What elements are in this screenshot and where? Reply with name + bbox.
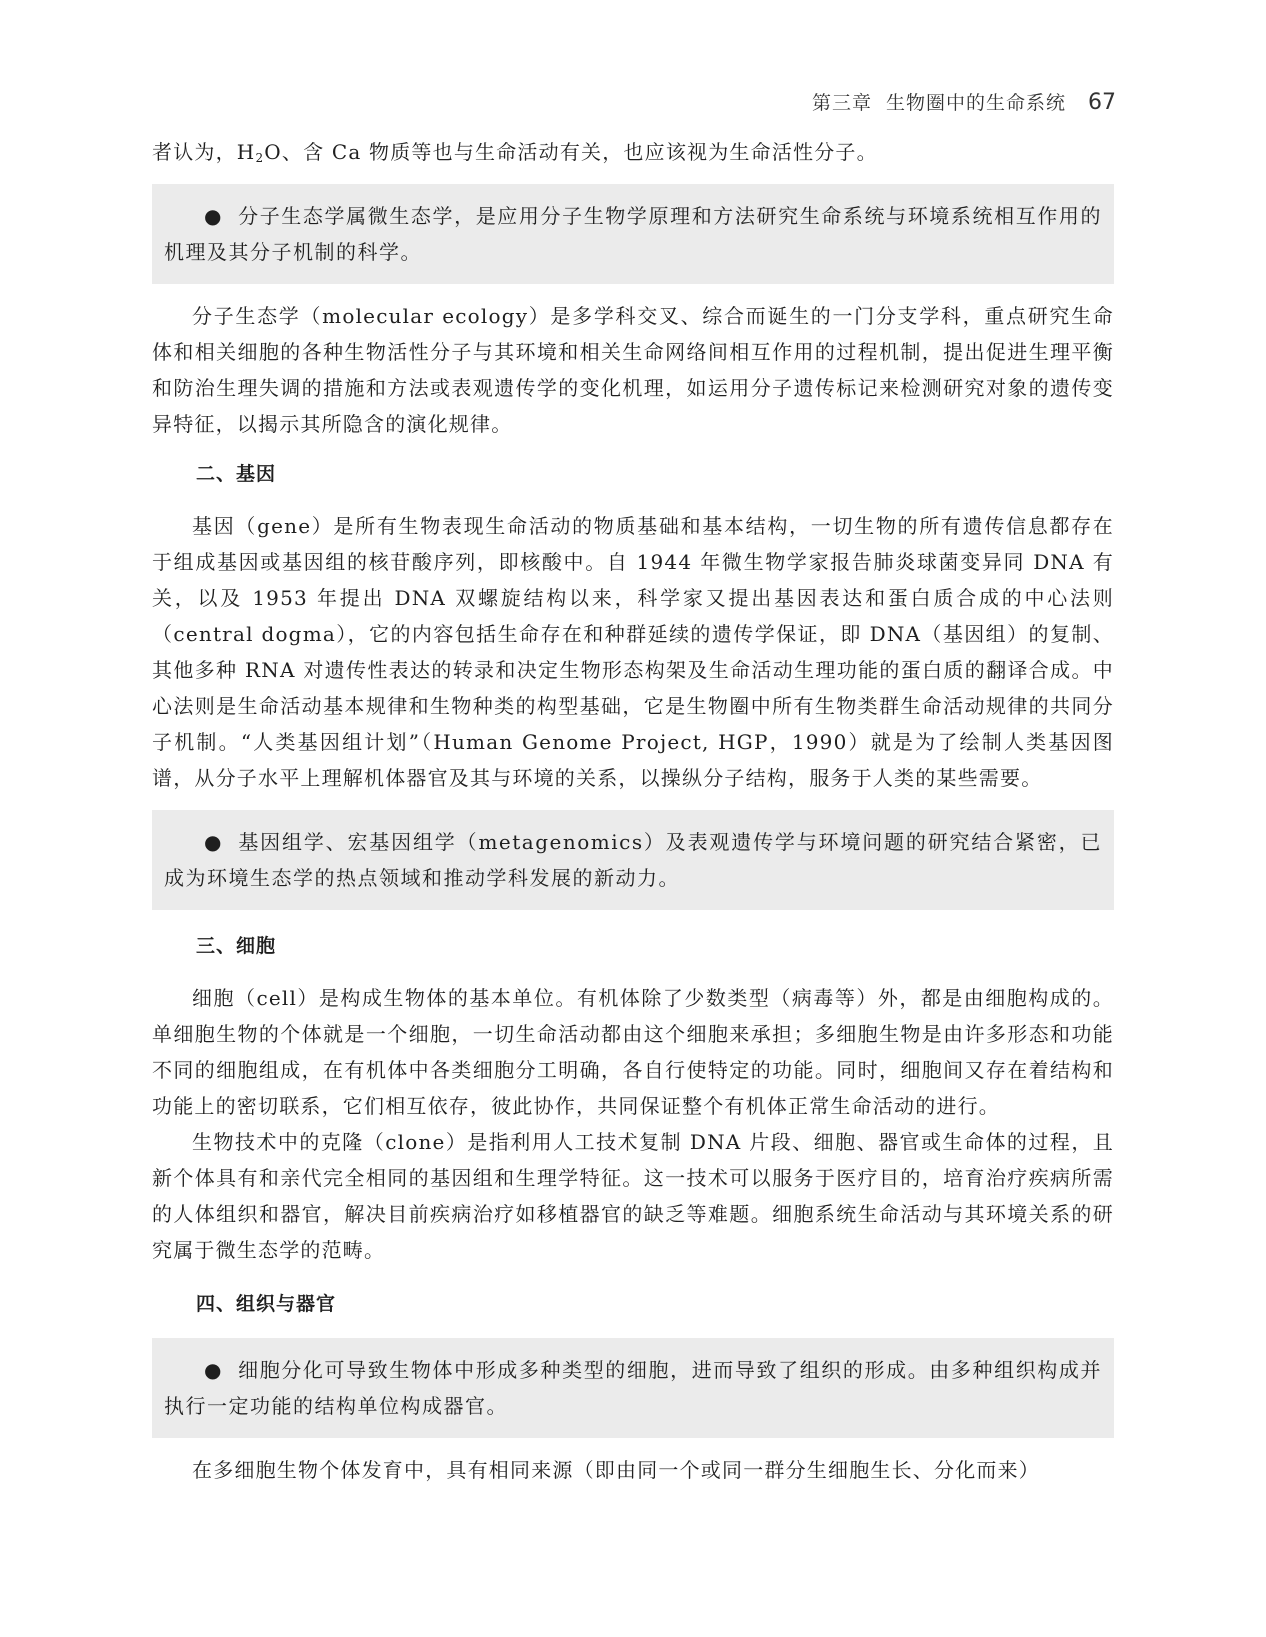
paragraph-molecular-ecology: 分子生态学（molecular ecology）是多学科交叉、综合而诞生的一门分支学科，重点研究生命体和相关细胞的各种生物活性分子与其环境和相关生命网络间相互作用的过程机制，提出促进生理平衡和防治生理失调的措施和方法或表观遗传学的变化机理，如运用分子遗传标记来检测研究对象的遗传变异特征，以揭示其所隐含的演化规律。 xyxy=(152,304,1114,436)
bullet-icon: ● xyxy=(204,1358,223,1382)
page-number: 67 xyxy=(1088,90,1116,115)
section-heading-tissue-organ: 四、组织与器官 xyxy=(196,1293,337,1315)
running-header xyxy=(812,88,1116,115)
bullet-icon: ● xyxy=(204,830,223,854)
paragraph-continued: 者认为，$H_2O$、含 Ca 物质等也与生命活动有关，也应该视为生命活性分子。 xyxy=(152,140,878,165)
section-heading-cell: 三、细胞 xyxy=(196,935,277,957)
paragraph-cell: 细胞（cell）是构成生物体的基本单位。有机体除了少数类型（病毒等）外，都是由细胞构成的。单细胞生物的个体就是一个细胞，一切生命活动都由这个细胞来承担；多细胞生物是由许多形态和功能不同的细胞组成，在有机体中各类细胞分工明确，各自行使特定的功能。同时，细胞间又存在着结构和功能上的密切联系，它们相互依存，彼此协作，共同保证整个有机体正常生命活动的进行。 xyxy=(152,986,1114,1118)
key-point-box-genomics xyxy=(152,810,1114,910)
key-point-box-molecular-ecology xyxy=(152,184,1114,284)
chapter-label: 第三章 xyxy=(811,92,872,114)
paragraph-gene: 基因（gene）是所有生物表现生命活动的物质基础和基本结构，一切生物的所有遗传信息都存在于组成基因或基因组的核苷酸序列，即核酸中。自 1944 年微生物学家报告肺炎球菌变异同 DNA 有关，以及 1953 年提出 DNA 双螺旋结构以来，科学家又提出基因表达和蛋白质合成的中心法则（central dogma），它的内容包括生命存在和种群延续的遗传学保证，即 DNA（基因组）的复制、其他多种 RNA 对遗传性表达的转录和决定生物形态构架及生命活动生理功能的蛋白质的翻译合成。中心法则是生命活动基本规律和生物种类的构型基础，它是生物圈中所有生物类群生命活动规律的共同分子机制。“人类基因组计划”（Human Genome Project, HGP，1990）就是为了绘制人类基因图谱，从分子水平上理解机体器官及其与环境的关系，以操纵分子结构，服务于人类的某些需要。 xyxy=(152,514,1114,790)
paragraph-tissue: 在多细胞生物个体发育中，具有相同来源（即由同一个或同一群分生细胞生长、分化而来） xyxy=(192,1458,1040,1482)
key-point-text: 细胞分化可导致生物体中形成多种类型的细胞，进而导致了组织的形成。由多种组织构成并执行一定功能的结构单位构成器官。 xyxy=(164,1358,1102,1418)
key-point-text: 分子生态学属微生态学，是应用分子生物学原理和方法研究生命系统与环境系统相互作用的机理及其分子机制的科学。 xyxy=(164,204,1102,264)
section-heading-gene: 二、基因 xyxy=(196,463,277,485)
key-point-box-differentiation xyxy=(152,1338,1114,1438)
bullet-icon: ● xyxy=(204,204,223,228)
page-body xyxy=(152,134,1114,1488)
chapter-title: 生物圈中的生命系统 xyxy=(885,92,1066,114)
key-point-text: 基因组学、宏基因组学（metagenomics）及表观遗传学与环境问题的研究结合紧密，已成为环境生态学的热点领域和推动学科发展的新动力。 xyxy=(164,830,1102,890)
paragraph-clone: 生物技术中的克隆（clone）是指利用人工技术复制 DNA 片段、细胞、器官或生命体的过程，且新个体具有和亲代完全相同的基因组和生理学特征。这一技术可以服务于医疗目的，培育治疗疾病所需的人体组织和器官，解决目前疾病治疗如移植器官的缺乏等难题。细胞系统生命活动与其环境关系的研究属于微生态学的范畴。 xyxy=(152,1130,1114,1262)
